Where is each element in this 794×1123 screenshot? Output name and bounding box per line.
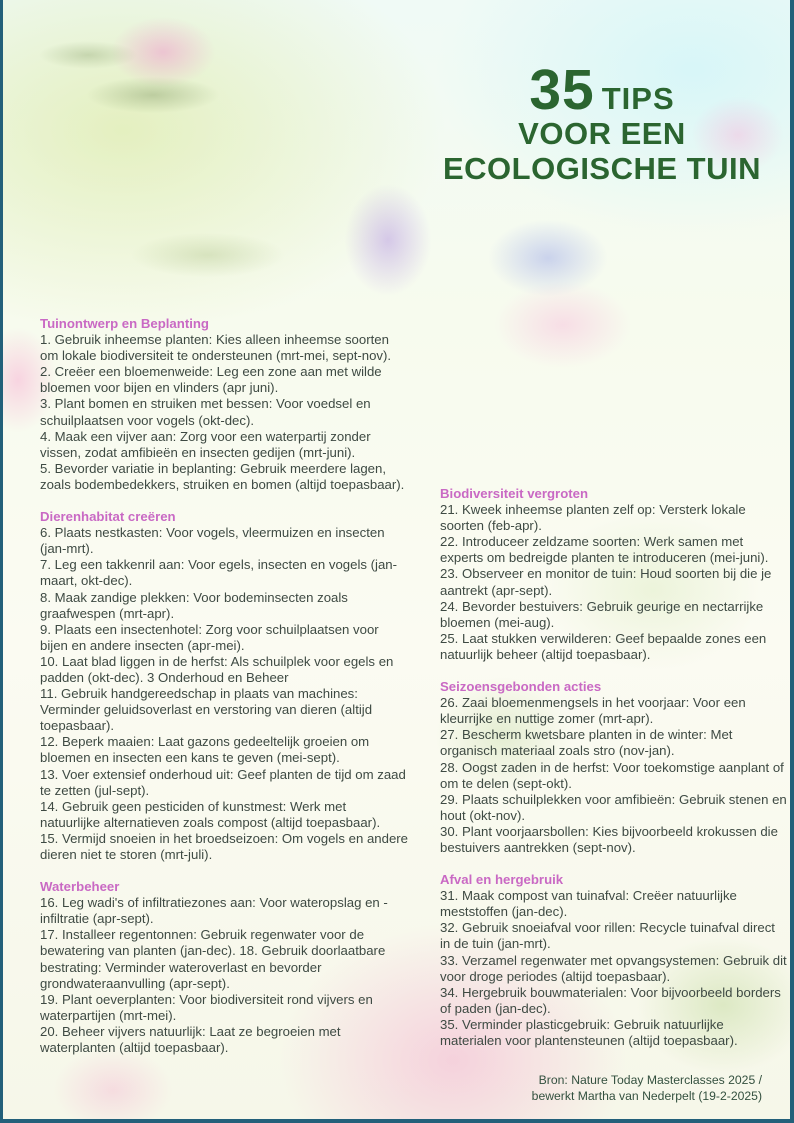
tip-item: 22. Introduceer zeldzame soorten: Werk samen met experts om bedreigde planten te introduceren (mei-juni).	[440, 534, 769, 566]
tip-item: 1. Gebruik inheemse planten: Kies alleen inheemse soorten om lokale biodiversiteit te ondersteunen (mrt-mei, sept-nov).	[40, 332, 392, 364]
source-line-2: bewerkt Martha van Nederpelt (19-2-2025)	[531, 1089, 762, 1103]
tip-item: 3. Plant bomen en struiken met bessen: Voor voedsel en schuilplaatsen voor vogels (okt-dec).	[40, 396, 371, 428]
tips-column-right	[440, 486, 787, 1049]
tip-item: 23. Observeer en monitor de tuin: Houd soorten bij die je aantrekt (apr-sept).	[440, 566, 772, 598]
section-heading: Seizoensgebonden acties	[440, 679, 602, 695]
tip-item: 24. Bevorder bestuivers: Gebruik geurige en nectarrijke bloemen (mei-aug).	[440, 598, 764, 630]
tip-item: 16. Leg wadi's of infiltratiezones aan: Voor wateropslag en -infiltratie (apr-sept).	[40, 895, 388, 927]
title-line-1	[428, 58, 776, 122]
tip-item: 2. Creëer een bloemenweide: Leg een zone aan met wilde bloemen voor bijen en vlinders (apr juni).	[40, 364, 382, 396]
tip-item: 26. Zaai bloemenmengsels in het voorjaar: Voor een kleurrijke en nuttige zomer (mrt-apr).	[440, 695, 746, 727]
tip-item: 13. Voer extensief onderhoud uit: Geef planten de tijd om zaad te zetten (jul-sept).	[40, 766, 406, 798]
tip-item: 33. Verzamel regenwater met opvangsystemen: Gebruik dit voor droge periodes (altijd toepasbaar).	[440, 952, 787, 984]
tips-section	[40, 316, 409, 493]
section-heading: Dierenhabitat creëren	[40, 509, 176, 525]
title-line-2: VOOR EEN	[518, 116, 686, 151]
title-number: 35	[529, 58, 595, 122]
tip-item: 17. Installeer regentonnen: Gebruik regenwater voor de bewatering van planten (jan-dec). 18. Gebruik doorlaatbare bestrating: Verminder wateroverlast en bevorder grondwateraanvulling (apr-sept).	[40, 927, 386, 991]
tip-item: 11. Gebruik handgereedschap in plaats van machines: Verminder geluidsoverlast en verstoring van dieren (altijd toepasbaar).	[40, 686, 373, 734]
section-heading: Biodiversiteit vergroten	[440, 486, 589, 501]
tip-item: 10. Laat blad liggen in de herfst: Als schuilplek voor egels en padden (okt-dec). 3 Onderhoud en Beheer	[40, 653, 394, 685]
tip-item: 27. Bescherm kwetsbare planten in de winter: Met organisch materiaal zoals stro (nov-jan).	[440, 727, 733, 759]
tip-item: 7. Leg een takkenril aan: Voor egels, insecten en vogels (jan-maart, okt-dec).	[40, 557, 398, 589]
tip-item: 35. Verminder plasticgebruik: Gebruik natuurlijke materialen voor plantensteunen (altijd toepasbaar).	[440, 1016, 738, 1048]
tip-item: 19. Plant oeverplanten: Voor biodiversiteit rond vijvers en waterpartijen (mrt-mei).	[40, 991, 373, 1023]
source-credit	[382, 1072, 762, 1104]
tip-item: 21. Kweek inheemse planten zelf op: Versterk lokale soorten (feb-apr).	[440, 502, 746, 534]
section-heading: Tuinontwerp en Beplanting	[40, 316, 209, 331]
page-title	[428, 58, 776, 186]
source-line-1: Bron: Nature Today Masterclasses 2025 /	[538, 1073, 762, 1087]
tip-item: 9. Plaats een insectenhotel: Zorg voor schuilplaatsen voor bijen en andere insecten (apr-mei).	[40, 621, 379, 653]
tip-item: 29. Plaats schuilplekken voor amfibieën: Gebruik stenen en hout (okt-nov).	[440, 791, 787, 823]
tip-item: 8. Maak zandige plekken: Voor bodeminsecten zoals graafwespen (mrt-apr).	[40, 589, 348, 621]
tips-section	[440, 486, 787, 663]
section-heading: Afval en hergebruik	[440, 872, 564, 888]
tip-item: 31. Maak compost van tuinafval: Creëer natuurlijke meststoffen (jan-dec).	[440, 888, 737, 920]
tips-section	[40, 509, 409, 863]
tip-item: 25. Laat stukken verwilderen: Geef bepaalde zones een natuurlijk beheer (altijd toepasbaar).	[440, 630, 767, 662]
tip-item: 15. Vermijd snoeien in het broedseizoen: Om vogels en andere dieren niet te storen (mrt-juli).	[40, 830, 409, 862]
tip-item: 32. Gebruik snoeiafval voor rillen: Recycle tuinafval direct in de tuin (jan-mrt).	[440, 920, 775, 952]
tips-column-left	[40, 316, 409, 1056]
tips-section	[40, 879, 409, 1056]
tip-item: 4. Maak een vijver aan: Zorg voor een waterpartij zonder vissen, zodat amfibieën en insecten gedijen (mrt-juni).	[40, 428, 371, 460]
title-line-3: ECOLOGISCHE TUIN	[442, 151, 761, 186]
tip-item: 28. Oogst zaden in de herfst: Voor toekomstige aanplant of om te delen (sept-okt).	[440, 759, 784, 791]
title-word: TIPS	[601, 81, 675, 116]
tips-section	[440, 872, 787, 1049]
tip-item: 20. Beheer vijvers natuurlijk: Laat ze begroeien met waterplanten (altijd toepasbaar).	[40, 1023, 341, 1056]
tip-item: 14. Gebruik geen pesticiden of kunstmest: Werk met natuurlijke alternatieven zoals compost (altijd toepasbaar).	[40, 798, 381, 830]
tip-item: 30. Plant voorjaarsbollen: Kies bijvoorbeeld krokussen die bestuivers aantrekken (sept-nov).	[440, 823, 778, 855]
tip-item: 6. Plaats nestkasten: Voor vogels, vleermuizen en insecten (jan-mrt).	[40, 525, 385, 557]
tips-section	[440, 679, 787, 856]
section-heading: Waterbeheer	[40, 879, 120, 895]
tip-item: 12. Beperk maaien: Laat gazons gedeeltelijk groeien om bloemen en insecten een kans te geven (mei-sept).	[40, 734, 370, 766]
tip-item: 34. Hergebruik bouwmaterialen: Voor bijvoorbeeld borders of paden (jan-dec).	[440, 984, 781, 1016]
tip-item: 5. Bevorder variatie in beplanting: Gebruik meerdere lagen, zoals bodembedekkers, struiken en bomen (altijd toepasbaar).	[40, 460, 405, 492]
